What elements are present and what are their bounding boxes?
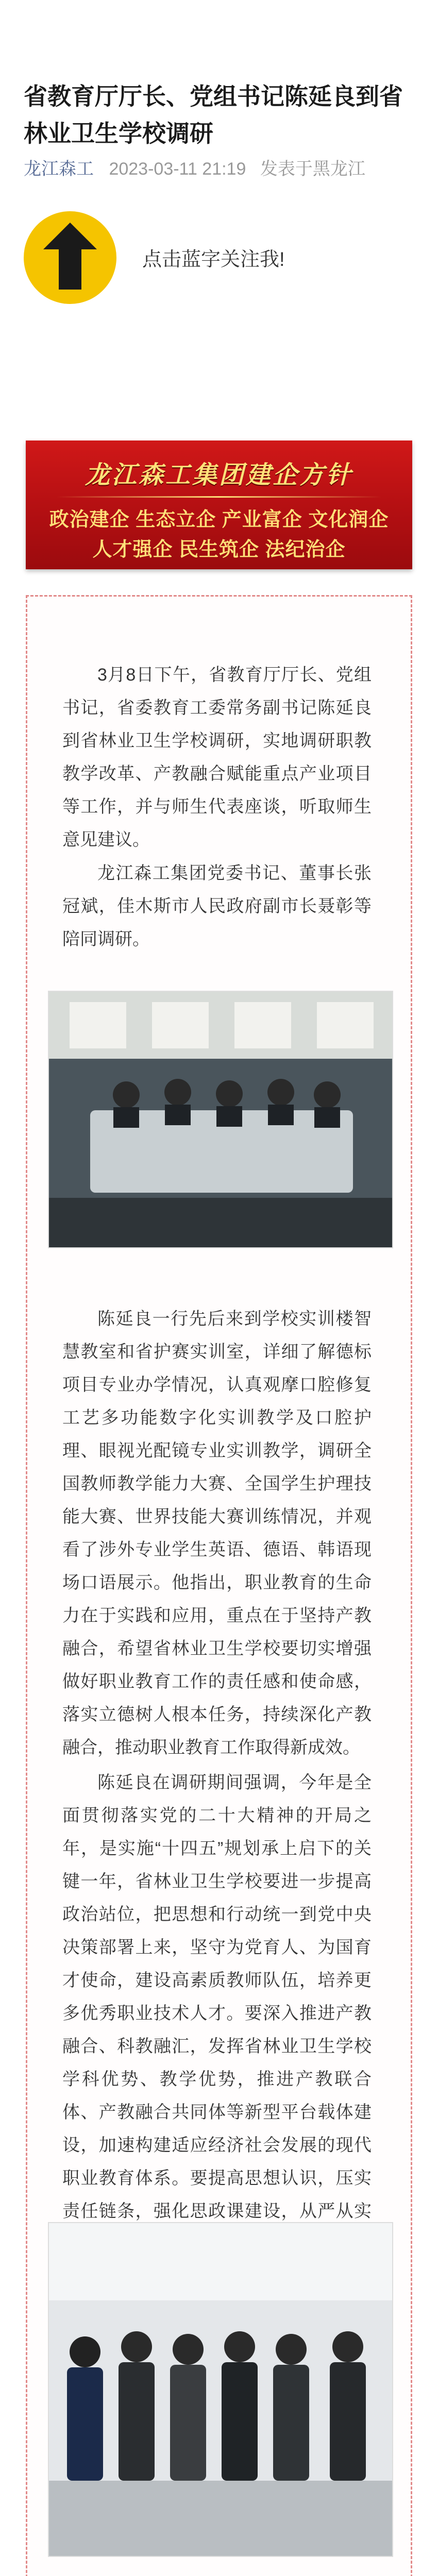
meeting-photo-image [49, 992, 393, 1248]
meeting-photo[interactable] [48, 991, 393, 1248]
paragraph-4: 陈延良在调研期间强调，今年是全面贯彻落实党的二十大精神的开局之年，是实施“十四五”规划承上启下的关键一年，省林业卫生学校要进一步提高政治站位，把思想和行动统一到党中央决策部署上来，坚守为党育人、为国育才使命，建设高素质教师队伍，培养更多优秀职业技术人才。要深入推进产教融合、科教融汇，发挥省林业卫生学校学科优势、教学优势，推进产教联合体、产教融合共同体等新型平台载体建设，加速构建适应经济社会发展的现代职业教育体系。要提高思想认识，压实责任链条，强化思政课建设，从严从实 [62, 1773, 372, 2221]
paragraph-1: 3月8日下午，省教育厅厅长、党组书记，省委教育工委常务副书记陈延良到省林业卫生学校调研，实地调研职教教学改革、产教融合赋能重点产业项目等工作，并与师生代表座谈，听取师生意见建议。 [62, 665, 372, 850]
follow-prompt-text: 点击蓝字关注我! [142, 249, 285, 270]
banner-divider [57, 496, 381, 498]
banner-title: 龙江森工集团建企方针 [85, 461, 353, 489]
paragraph-2: 龙江森工集团党委书记、董事长张冠斌，佳木斯市人民政府副市长聂彰等陪同调研。 [62, 863, 372, 949]
article-meta [24, 155, 365, 180]
account-name-link[interactable]: 龙江森工 [24, 159, 94, 179]
banner-line-1: 政治建企 生态立企 产业富企 文化润企 [49, 509, 389, 531]
publish-date: 2023-03-11 21:19 [109, 159, 246, 179]
visit-photo[interactable] [48, 2222, 393, 2557]
follow-prompt[interactable] [24, 211, 415, 304]
article-title: 省教育厅厅长、党组书记陈延良到省林业卫生学校调研 [24, 82, 403, 147]
banner-line-2: 人才强企 民生筑企 法纪治企 [92, 539, 346, 561]
follow-arrow-icon [24, 211, 116, 304]
visit-photo-image [49, 2223, 393, 2557]
paragraph-3: 陈延良一行先后来到学校实训楼智慧教室和省护赛实训室，详细了解德标项目专业办学情况，认真观摩口腔修复工艺多功能数字化实训教学及口腔护理、眼视光配镜专业实训教学，调研全国教师教学能力大赛、全国学生护理技能大赛、世界技能大赛训练情况，并观看了涉外专业学生英语、德语、韩语现场口语展示。他指出，职业教育的生命力在于实践和应用，重点在于坚持产教融合，希望省林业卫生学校要切实增强做好职业教育工作的责任感和使命感，落实立德树人根本任务，持续深化产教融合，推动职业教育工作取得新成效。 [62, 1309, 372, 1757]
publish-location: 发表于黑龙江 [260, 159, 365, 179]
article-body [26, 595, 412, 2576]
company-motto-banner [26, 440, 412, 569]
